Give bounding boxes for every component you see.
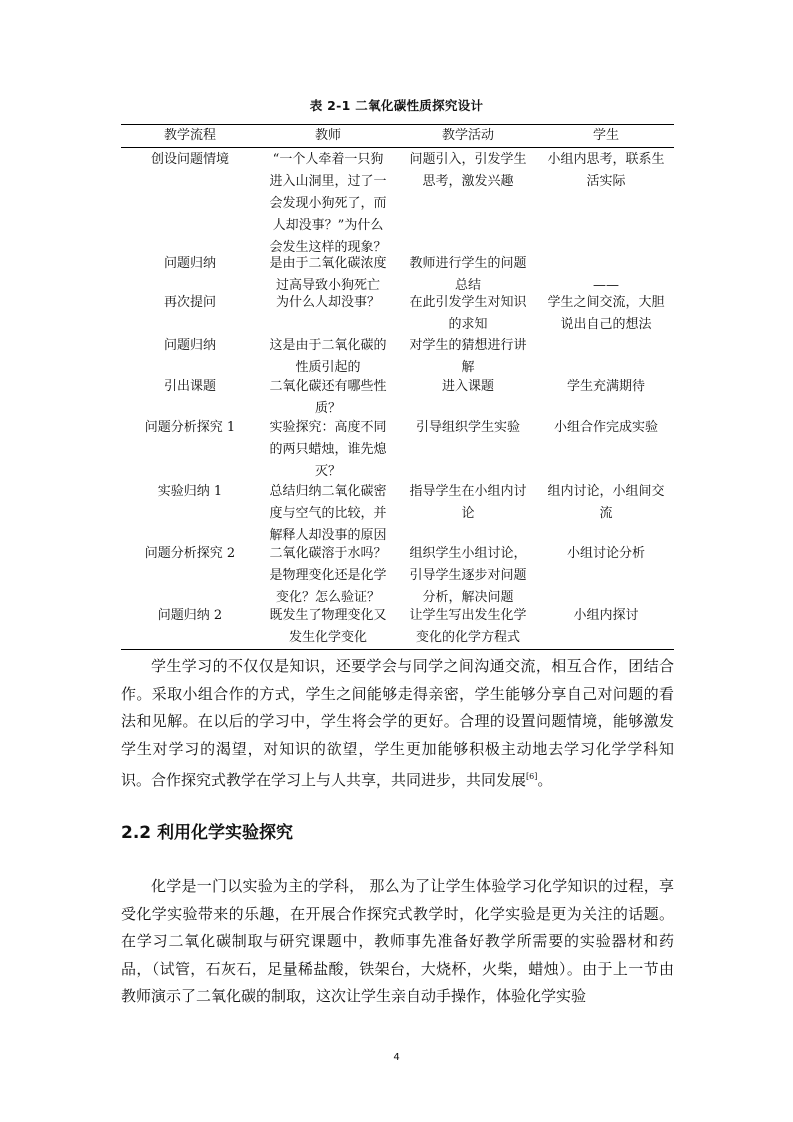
table-cell: 小组合作完成实验: [553, 420, 658, 435]
table-header-rule: [121, 147, 674, 148]
body-paragraph: 化学是一门以实验为主的学科， 那么为了让学生体验学习化学知识的过程，享受化学实验带来的乐趣，在开展合作探究式教学时，化学实验是更为关注的话题。在学习二氧化碳制取与研究课题中，教师事先准备好教学所需要的实验器材和药品，（试管，石灰石，足量稀盐酸，铁架台，大烧杯，火柴，蜡烛）。由于上一节由教师演示了二氧化碳的制取，这次让学生亲自动手操作，体验化学实验: [121, 877, 674, 1005]
table-cell: 指导学生在小组内讨 论: [409, 484, 527, 521]
table-cell: 为什么人却没事？: [275, 295, 380, 310]
table-cell: 二氧化碳溶于水吗？ 是物理变化还是化学 变化？怎么验证？: [269, 546, 387, 605]
table-cell: ——: [593, 278, 619, 293]
table-cell: 小组内思考，联系生 活实际: [547, 152, 665, 189]
table-header-cell: 教师: [314, 128, 341, 143]
section-heading: 2.2 利用化学实验探究: [121, 823, 294, 843]
table-cell: 组织学生小组讨论， 引导学生逐步对问题 分析，解决问题: [409, 546, 527, 605]
table-cell: 创设问题情境: [150, 152, 229, 167]
table-header-cell: 教学活动: [441, 128, 494, 143]
table-header-cell: 学生: [592, 128, 619, 143]
table-cell: “一个人牵着一只狗 进入山洞里，过了一 会发现小狗死了，而 人却没事？”为什么 会发生这样的现象？: [269, 152, 387, 255]
table-header-cell: 教学流程: [163, 128, 216, 143]
table-cell: 教师进行学生的问题 总结: [409, 256, 527, 293]
table-cell: 在此引发学生对知识 的求知: [409, 295, 527, 332]
table-cell: 问题分析探究 1: [144, 420, 236, 435]
table-cell: 学生充满期待: [566, 379, 645, 394]
body-paragraph: [121, 653, 674, 795]
table-cell: 问题归纳: [163, 338, 216, 353]
table-cell: 引导组织学生实验: [415, 420, 520, 435]
table-cell: 这是由于二氧化碳的 性质引起的: [269, 338, 387, 375]
table-cell: 实验探究：高度不同 的两只蜡烛，谁先熄 灭？: [269, 420, 387, 479]
table-cell: 引出课题: [163, 379, 216, 394]
table-cell: 是由于二氧化碳浓度 过高导致小狗死亡: [269, 256, 387, 293]
table-cell: 小组讨论分析: [566, 546, 645, 561]
table-cell: 让学生写出发生化学 变化的化学方程式: [409, 608, 527, 645]
citation-ref: [6]: [526, 772, 538, 781]
table-cell: 总结归纳二氧化碳密 度与空气的比较，并 解释人却没事的原因: [269, 484, 387, 543]
table-cell: 问题归纳: [163, 256, 216, 271]
table-cell: 进入课题: [441, 379, 494, 394]
table-cell: 组内讨论，小组间交 流: [547, 484, 665, 521]
page-number: 4: [393, 1052, 400, 1063]
paragraph-text: 学生学习的不仅仅是知识，还要学会与同学之间沟通交流，相互合作，团结合作。采取小组合作的方式，学生之间能够走得亲密，学生能够分享自己对问题的看法和见解。在以后的学习中，学生将会学的更好。合理的设置问题情境，能够激发学生对学习的渴望，对知识的欲望，学生更加能够积极主动地去学习化学学科知识。合作探究式教学在学习上与人共享，共同进步，共同发展: [121, 657, 674, 789]
table-cell: 问题归纳 2: [157, 608, 223, 623]
table-cell: 实验归纳 1: [157, 484, 223, 499]
table-caption: 表 2-1 二氧化碳性质探究设计: [309, 98, 484, 113]
table-bottom-rule: [121, 649, 674, 650]
paragraph-end: 。: [537, 771, 553, 789]
table-cell: 问题分析探究 2: [144, 546, 236, 561]
table-cell: 学生之间交流，大胆 说出自己的想法: [547, 295, 665, 332]
table-cell: 对学生的猜想进行讲 解: [409, 338, 527, 375]
table-cell: 小组内探讨: [573, 608, 639, 623]
table-cell: 既发生了物理变化又 发生化学变化: [269, 608, 387, 645]
table-header-row: [121, 126, 674, 147]
table-cell: 二氧化碳还有哪些性 质？: [269, 379, 387, 416]
table-cell: 再次提问: [163, 295, 216, 310]
table-cell: 问题引入，引发学生 思考，激发兴趣: [409, 152, 527, 189]
